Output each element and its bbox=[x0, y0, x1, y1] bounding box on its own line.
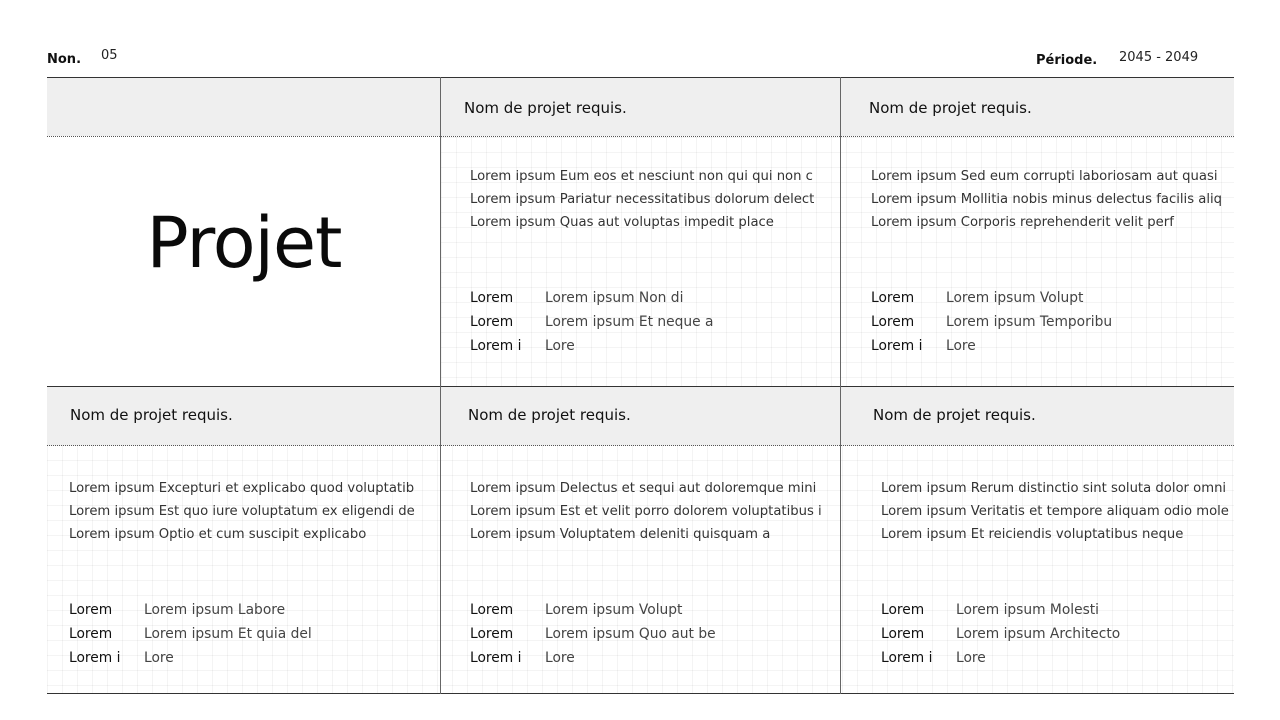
detail-key: Lorem i bbox=[881, 650, 933, 666]
top-rule bbox=[47, 77, 1234, 78]
card-4-line: Lorem ipsum Est et velit porro dolorem voluptatibus i bbox=[470, 504, 822, 519]
number-value: 05 bbox=[101, 48, 118, 63]
card-1-description bbox=[470, 165, 824, 234]
detail-value: Lore bbox=[545, 338, 575, 354]
detail-key: Lorem i bbox=[871, 338, 923, 354]
card-3-line: Lorem ipsum Optio et cum suscipit explicabo bbox=[69, 527, 367, 542]
detail-value: Lore bbox=[946, 338, 976, 354]
detail-row bbox=[470, 646, 810, 670]
detail-row bbox=[871, 310, 1211, 334]
detail-row bbox=[69, 622, 409, 646]
detail-row bbox=[69, 646, 409, 670]
card-1-details bbox=[470, 286, 810, 358]
column-divider-1 bbox=[440, 77, 441, 694]
number-label: Non. bbox=[47, 52, 82, 67]
detail-value: Lorem ipsum Temporibu bbox=[946, 314, 1113, 330]
detail-value: Lorem ipsum Volupt bbox=[946, 290, 1084, 306]
card-5-title: Nom de projet requis. bbox=[873, 406, 1036, 424]
card-5-line: Lorem ipsum Rerum distinctio sint soluta dolor omni bbox=[881, 481, 1227, 496]
card-2-line: Lorem ipsum Mollitia nobis minus delectus facilis aliq bbox=[871, 192, 1223, 207]
detail-value: Lorem ipsum Labore bbox=[144, 602, 286, 618]
detail-key: Lorem i bbox=[470, 650, 522, 666]
card-3-title: Nom de projet requis. bbox=[70, 406, 233, 424]
card-4-description bbox=[470, 477, 832, 546]
card-3-description bbox=[69, 477, 419, 546]
detail-key: Lorem bbox=[470, 290, 514, 306]
middle-rule bbox=[47, 386, 1234, 387]
card-1-line: Lorem ipsum Eum eos et nesciunt non qui qui non c bbox=[470, 169, 813, 184]
detail-row bbox=[881, 646, 1221, 670]
detail-key: Lorem bbox=[881, 602, 925, 618]
detail-key: Lorem i bbox=[69, 650, 121, 666]
title-cell-band bbox=[47, 77, 441, 136]
dotted-rule-top bbox=[47, 136, 1234, 137]
detail-row bbox=[881, 622, 1221, 646]
card-3-line: Lorem ipsum Est quo iure voluptatum ex eligendi de bbox=[69, 504, 415, 519]
card-5-line: Lorem ipsum Veritatis et tempore aliquam odio mole bbox=[881, 504, 1229, 519]
detail-key: Lorem bbox=[69, 626, 113, 642]
detail-key: Lorem bbox=[871, 290, 915, 306]
detail-value: Lore bbox=[144, 650, 174, 666]
detail-key: Lorem bbox=[871, 314, 915, 330]
period-label: Période. bbox=[1036, 53, 1098, 68]
detail-row bbox=[871, 334, 1211, 358]
card-2-description bbox=[871, 165, 1231, 234]
detail-row bbox=[871, 286, 1211, 310]
detail-value: Lorem ipsum Molesti bbox=[956, 602, 1100, 618]
detail-row bbox=[470, 286, 810, 310]
card-2-line: Lorem ipsum Corporis reprehenderit velit perf bbox=[871, 215, 1174, 230]
card-1-line: Lorem ipsum Quas aut voluptas impedit place bbox=[470, 215, 774, 230]
detail-key: Lorem bbox=[470, 314, 514, 330]
detail-value: Lore bbox=[545, 650, 575, 666]
bottom-rule bbox=[47, 693, 1234, 694]
card-4-details bbox=[470, 598, 810, 670]
project-table bbox=[47, 77, 1234, 694]
period-value: 2045 - 2049 bbox=[1119, 50, 1199, 65]
page-title: Projet bbox=[146, 202, 342, 284]
detail-value: Lorem ipsum Non di bbox=[545, 290, 684, 306]
card-1-line: Lorem ipsum Pariatur necessitatibus dolorum delect bbox=[470, 192, 815, 207]
dotted-rule-bottom bbox=[47, 445, 1234, 446]
card-4-line: Lorem ipsum Delectus et sequi aut doloremque mini bbox=[470, 481, 817, 496]
detail-value: Lorem ipsum Architecto bbox=[956, 626, 1121, 642]
detail-row bbox=[470, 334, 810, 358]
detail-key: Lorem bbox=[881, 626, 925, 642]
detail-row bbox=[470, 310, 810, 334]
detail-key: Lorem bbox=[470, 626, 514, 642]
detail-value: Lorem ipsum Et quia del bbox=[144, 626, 312, 642]
card-4-title: Nom de projet requis. bbox=[468, 406, 631, 424]
card-5-line: Lorem ipsum Et reiciendis voluptatibus neque bbox=[881, 527, 1184, 542]
detail-key: Lorem bbox=[69, 602, 113, 618]
detail-row bbox=[470, 622, 810, 646]
card-3-details bbox=[69, 598, 409, 670]
card-3-line: Lorem ipsum Excepturi et explicabo quod voluptatib bbox=[69, 481, 415, 496]
card-4-line: Lorem ipsum Voluptatem deleniti quisquam a bbox=[470, 527, 771, 542]
detail-row bbox=[470, 598, 810, 622]
card-1-title: Nom de projet requis. bbox=[464, 99, 627, 117]
detail-value: Lorem ipsum Volupt bbox=[545, 602, 683, 618]
card-5-details bbox=[881, 598, 1221, 670]
column-divider-2 bbox=[840, 77, 841, 694]
detail-row bbox=[881, 598, 1221, 622]
detail-value: Lorem ipsum Et neque a bbox=[545, 314, 714, 330]
detail-key: Lorem i bbox=[470, 338, 522, 354]
card-5-description bbox=[881, 477, 1231, 546]
detail-key: Lorem bbox=[470, 602, 514, 618]
detail-value: Lorem ipsum Quo aut be bbox=[545, 626, 716, 642]
card-2-title: Nom de projet requis. bbox=[869, 99, 1032, 117]
card-2-line: Lorem ipsum Sed eum corrupti laboriosam aut quasi bbox=[871, 169, 1218, 184]
card-2-details bbox=[871, 286, 1211, 358]
detail-row bbox=[69, 598, 409, 622]
detail-value: Lore bbox=[956, 650, 986, 666]
